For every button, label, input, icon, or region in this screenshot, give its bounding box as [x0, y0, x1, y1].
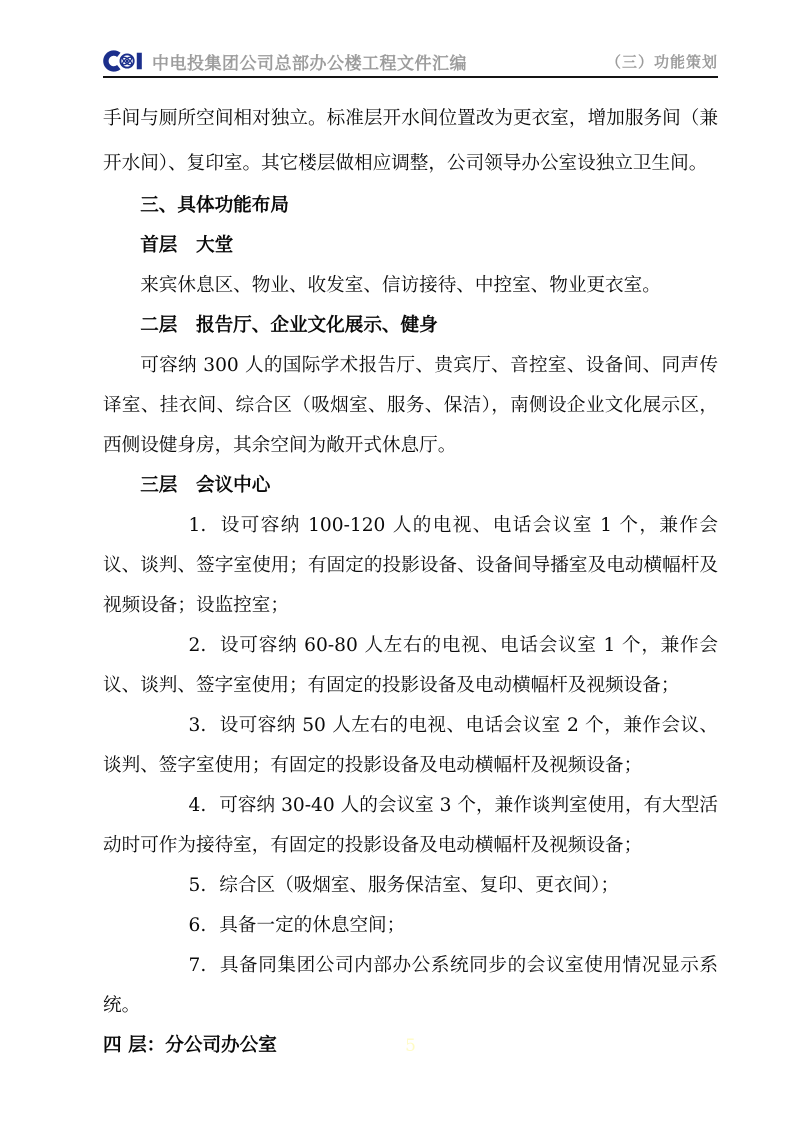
list-item-3-number: 3.	[188, 715, 207, 736]
heading-floor-3-conference: 三层 会议中心	[140, 475, 271, 496]
heading-section-3-layout: 三、具体功能布局	[140, 195, 289, 216]
header-rule	[103, 76, 718, 78]
list-item-4	[103, 786, 718, 866]
para-floor-2-desc: 可容纳 300 人的国际学术报告厅、贵宾厅、音控室、设备间、同声传译室、挂衣间、综合区（吸烟室、服务、保洁），南侧设企业文化展示区，西侧设健身房，其余空间为敞开式休息厅。	[103, 355, 718, 456]
header-doc-title: 中电投集团公司总部办公楼工程文件汇编	[152, 53, 467, 73]
list-item-1	[103, 506, 718, 626]
list-item-3	[103, 706, 718, 786]
list-item-6-number: 6.	[188, 915, 207, 936]
list-item-3-text: 设可容纳 50 人左右的电视、电话会议室 2 个，兼作会议、谈判、签字室使用；有固定的投影设备及电动横幅杆及视频设备；	[103, 715, 718, 776]
heading-floor-2: 二层 报告厅、企业文化展示、健身	[140, 315, 438, 336]
list-item-7-number: 7.	[188, 955, 207, 976]
para-restroom-adjustment: 手间与厕所空间相对独立。标准层开水间位置改为更衣室，增加服务间（兼开水间）、复印室。其它楼层做相应调整，公司领导办公室设独立卫生间。	[103, 108, 718, 174]
list-item-4-number: 4.	[188, 795, 207, 816]
list-item-1-text: 设可容纳 100-120 人的电视、电话会议室 1 个，兼作会议、谈判、签字室使用；有固定的投影设备、设备间导播室及电动横幅杆及视频设备；设监控室；	[103, 515, 718, 616]
list-item-6-text: 具备一定的休息空间；	[219, 915, 406, 936]
para-floor-1-rooms: 来宾休息区、物业、收发室、信访接待、中控室、物业更衣室。	[140, 275, 661, 296]
list-item-5-text: 综合区（吸烟室、服务保洁室、复印、更衣间）；	[219, 875, 620, 896]
list-item-7	[103, 946, 718, 1026]
list-item-4-text: 可容纳 30-40 人的会议室 3 个，兼作谈判室使用，有大型活动时可作为接待室，有固定的投影设备及电动横幅杆及视频设备；	[103, 795, 718, 856]
list-item-5	[103, 866, 718, 906]
list-item-5-number: 5.	[188, 875, 207, 896]
page-header	[103, 48, 718, 74]
document-body	[103, 96, 718, 1066]
list-item-6	[103, 906, 718, 946]
page-number: 5	[405, 1036, 416, 1056]
header-left	[103, 49, 467, 74]
list-item-2-number: 2.	[188, 635, 207, 656]
list-item-2-text: 设可容纳 60-80 人左右的电视、电话会议室 1 个，兼作会议、谈判、签字室使用；有固定的投影设备及电动横幅杆及视频设备；	[103, 635, 718, 696]
heading-floor-1-lobby: 首层 大堂	[140, 235, 234, 256]
list-item-2	[103, 626, 718, 706]
list-item-7-text: 具备同集团公司内部办公系统同步的会议室使用情况显示系统。	[103, 955, 718, 1016]
cpi-logo-icon	[103, 50, 149, 72]
list-item-1-number: 1.	[188, 515, 207, 536]
heading-floor-4-branch-offices: 四 层：分公司办公室	[103, 1035, 277, 1056]
header-section-label: （三）功能策划	[605, 53, 718, 71]
